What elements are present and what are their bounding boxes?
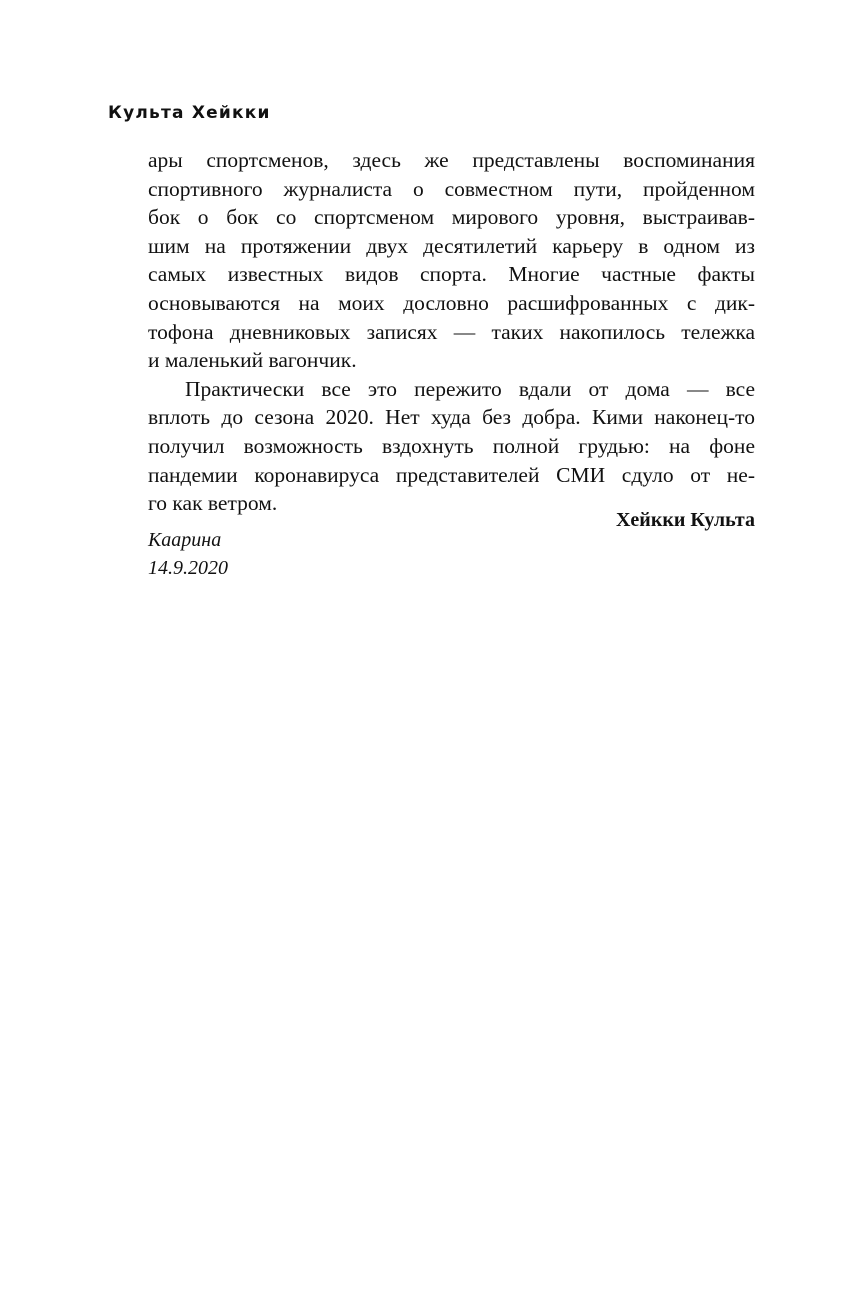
text-line: го как ветром. (148, 491, 278, 516)
text-line: бок о бок со спортсменом мирового уровня, выстраивав- (148, 205, 755, 230)
text-line: Практически все это пережито вдали от дома — все (185, 376, 755, 401)
text-line: тофона дневниковых записях — таких накопилось тележка (148, 319, 755, 344)
signature-date: 14.9.2020 (148, 557, 228, 579)
signature-place: Каарина (148, 529, 222, 551)
text-line: вплоть до сезона 2020. Нет худа без добра. Кими наконец-то (148, 405, 755, 430)
text-line: шим на протяжении двух десятилетий карьеру в одном из (148, 233, 755, 258)
text-line: самых известных видов спорта. Многие частные факты (148, 262, 755, 287)
text-line: основываются на моих дословно расшифрованных с дик- (148, 290, 755, 315)
text-line: спортивного журналиста о совместном пути, пройденном (148, 176, 755, 201)
text-line: пандемии коронавируса представителей СМИ сдуло от не- (148, 462, 755, 487)
paragraph-2 (148, 375, 755, 518)
author-signature: Хейкки Культа (615, 509, 755, 531)
body-text (148, 146, 755, 518)
running-head: Культа Хейкки (108, 103, 271, 123)
text-line: и маленький вагончик. (148, 348, 357, 373)
paragraph-1 (148, 146, 755, 375)
text-line: получил возможность вздохнуть полной грудью: на фоне (148, 433, 755, 458)
text-line: ары спортсменов, здесь же представлены воспоминания (148, 148, 755, 172)
